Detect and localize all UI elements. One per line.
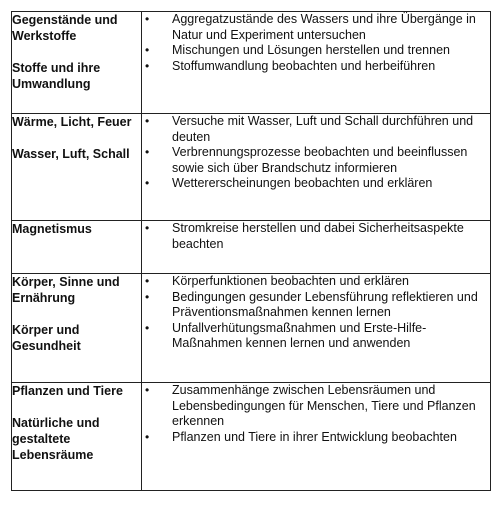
table-row: [12, 274, 491, 383]
topic-cell: [12, 114, 142, 221]
goal-item: [142, 114, 490, 145]
table-row: [12, 221, 491, 274]
topic-label: Körper, Sinne und Ernährung: [12, 275, 120, 305]
topic-label: Magnetismus: [12, 222, 92, 236]
goals-cell: [142, 221, 491, 274]
topic-cell: [12, 221, 142, 274]
goal-item: [142, 43, 490, 59]
curriculum-table: [11, 11, 491, 491]
goal-text: Aggregatzustände des Wassers und ihre Übergänge in Natur und Experiment untersuchen: [172, 12, 476, 42]
table-row: [12, 383, 491, 491]
goal-item: [142, 321, 490, 352]
goal-item: [142, 430, 490, 446]
goal-item: [142, 176, 490, 192]
goal-item: [142, 383, 490, 430]
topic-cell: [12, 383, 142, 491]
topic-label: Pflanzen und Tiere: [12, 384, 123, 398]
bullet-icon: •: [145, 12, 150, 26]
goal-text: Stoffumwandlung beobachten und herbeiführen: [172, 58, 436, 73]
goals-list: [142, 383, 490, 445]
goal-item: [142, 59, 490, 75]
topic-label: Gegenstände und Werkstoffe: [12, 13, 118, 43]
goal-text: Unfallverhütungsmaßnahmen und Erste-Hilfe-Maßnahmen kennen lernen und anwenden: [172, 320, 427, 350]
topic-cell: [12, 12, 142, 114]
topic-cell: [12, 274, 142, 383]
goals-list: [142, 274, 490, 352]
goal-item: [142, 12, 490, 43]
bullet-icon: •: [145, 429, 150, 444]
goal-text: Stromkreise herstellen und dabei Sicherheitsaspekte beachten: [172, 221, 464, 251]
goal-item: [142, 221, 490, 252]
topic-label: Wärme, Licht, Feuer: [12, 115, 132, 129]
bullet-icon: •: [145, 43, 150, 57]
goals-cell: [142, 274, 491, 383]
goal-text: Verbrennungsprozesse beobachten und beeinflussen sowie sich über Brandschutz informieren: [172, 145, 468, 175]
topic-label: Natürliche und gestaltete Lebensräume: [12, 416, 100, 462]
goal-text: Pflanzen und Tiere in ihrer Entwicklung beobachten: [172, 429, 457, 444]
goals-cell: [142, 114, 491, 221]
topic-label: Körper und Gesundheit: [12, 323, 81, 353]
bullet-icon: •: [145, 221, 150, 235]
goal-text: Körperfunktionen beobachten und erklären: [172, 274, 409, 288]
goal-item: [142, 290, 490, 321]
topic-label: Wasser, Luft, Schall: [12, 147, 130, 161]
table-row: [12, 12, 491, 114]
bullet-icon: •: [145, 58, 150, 73]
goals-cell: [142, 12, 491, 114]
goal-text: Mischungen und Lösungen herstellen und trennen: [172, 43, 450, 57]
goal-text: Versuche mit Wasser, Luft und Schall durchführen und deuten: [172, 114, 474, 144]
bullet-icon: •: [145, 145, 150, 159]
goals-list: [142, 221, 490, 252]
bullet-icon: •: [145, 176, 150, 190]
goal-text: Wettererscheinungen beobachten und erklären: [172, 176, 433, 190]
bullet-icon: •: [145, 289, 150, 304]
bullet-icon: •: [145, 274, 150, 288]
goal-item: [142, 274, 490, 290]
bullet-icon: •: [145, 383, 150, 397]
table-row: [12, 114, 491, 221]
goal-text: Bedingungen gesunder Lebensführung reflektieren und Präventionsmaßnahmen kennen lernen: [172, 289, 478, 319]
goals-list: [142, 12, 490, 74]
goal-text: Zusammenhänge zwischen Lebensräumen und Lebensbedingungen für Menschen, Tiere und Pflanzen erkennen: [172, 383, 476, 428]
bullet-icon: •: [145, 320, 150, 335]
topic-label: Stoffe und ihre Umwandlung: [12, 61, 101, 91]
goals-cell: [142, 383, 491, 491]
bullet-icon: •: [145, 114, 150, 128]
goal-item: [142, 145, 490, 176]
goals-list: [142, 114, 490, 192]
